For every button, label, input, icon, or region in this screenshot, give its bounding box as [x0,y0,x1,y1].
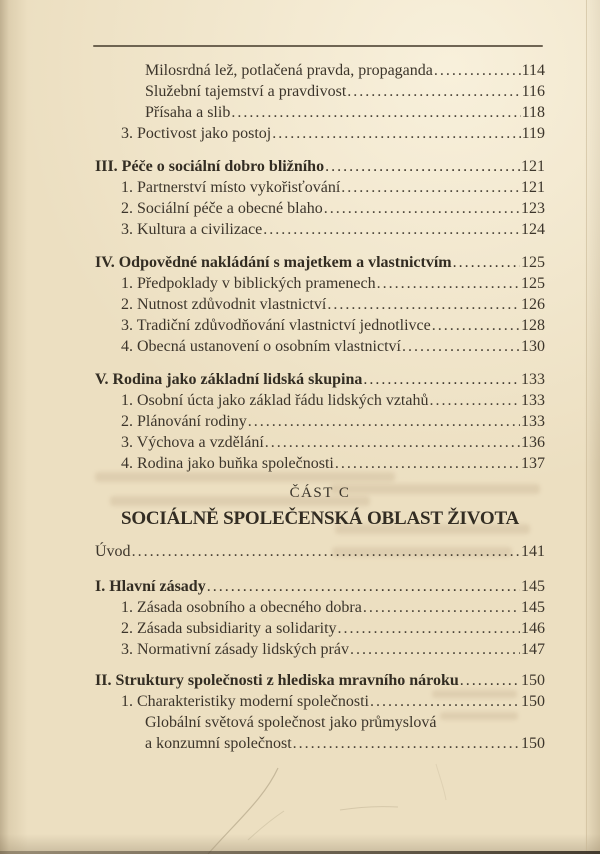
dot-leader [265,432,520,453]
toc-entry-page: 141 [521,543,545,560]
toc-entry-page: 118 [521,104,545,121]
toc-entry-page: 121 [521,158,545,175]
dot-leader [263,219,520,240]
dot-leader [402,336,520,357]
toc-entry-title: Přísaha a slib [145,104,231,121]
toc-entry-page: 150 [521,693,545,710]
toc-entry-title: Služební tajemství a pravdivost [145,83,347,100]
toc-entry [95,294,545,315]
dot-leader [453,252,520,273]
toc-entry [95,541,545,562]
toc-group [95,252,545,357]
dot-leader [350,639,520,660]
part-kicker: ČÁST C [289,485,351,501]
toc-entry-title: Úvod [95,543,131,560]
toc-entry [95,639,545,660]
dot-leader [429,390,520,411]
dot-leader [335,453,520,474]
dot-leader [341,177,520,198]
toc-group [95,541,545,562]
dot-leader [272,123,520,144]
dot-leader [370,691,520,712]
toc-entry-title: a konzumní společnost [145,735,292,752]
toc-entry-page: 133 [521,371,545,388]
dot-leader [363,597,520,618]
toc-entry-page: 150 [521,735,545,752]
toc-entry [95,597,545,618]
toc-entry-page: 121 [521,179,545,196]
toc-entry-title: 1. Zásada osobního a obecného dobra [121,599,362,616]
toc-entry-title: 2. Zásada subsidiarity a solidarity [121,620,337,637]
toc-entry [95,315,545,336]
toc-entry-title: II. Struktury společnosti z hlediska mravního nároku [95,672,459,689]
part-title: SOCIÁLNĚ SPOLEČENSKÁ OBLAST ŽIVOTA [120,508,520,529]
dot-leader [231,102,520,123]
toc-entry [95,691,545,712]
toc-entry-page: 133 [521,413,545,430]
toc-entry [95,177,545,198]
toc-entry-page: 119 [521,125,545,142]
toc-section-heading [95,252,545,273]
dot-leader [434,60,521,81]
dot-leader [432,315,520,336]
toc-entry-title: Globální světová společnost jako průmyslová [145,714,437,731]
dot-leader [132,541,520,562]
dot-leader [347,81,520,102]
toc-entry [95,411,545,432]
toc-entry [95,273,545,294]
toc-entry-page: 136 [521,434,545,451]
toc-entry-page: 125 [521,254,545,271]
toc-group [95,576,545,660]
toc-group [95,156,545,240]
toc-entry-page: 150 [521,672,545,689]
toc-entry [95,733,545,754]
toc-entry-title: 3. Kultura a civilizace [121,221,263,238]
dot-leader [325,156,520,177]
toc-entry-page: 147 [521,641,545,658]
toc-entry [95,60,545,81]
toc-entry-title: I. Hlavní zásady [95,578,206,595]
dot-leader [338,618,520,639]
toc-entry-page: 124 [521,221,545,238]
toc-entry [95,453,545,474]
dot-leader [460,670,520,691]
toc-entry-page: 133 [521,392,545,409]
toc-section-heading [95,369,545,390]
part-heading [95,482,545,534]
toc-entry-title: V. Rodina jako základní lidská skupina [95,371,363,388]
toc-entry-title: 3. Poctivost jako postoj [121,125,272,142]
toc-group [95,369,545,474]
toc-entry [95,390,545,411]
toc-entry-page: 123 [521,200,545,217]
toc-entry [95,102,545,123]
toc-entry [95,219,545,240]
toc-entry-title: 2. Sociální péče a obecné blaho [121,200,323,217]
toc-entry-page: 145 [521,599,545,616]
toc-entry-title: 4. Obecná ustanovení o osobním vlastnictví [121,338,401,355]
toc-entry-title: 2. Nutnost zdůvodnit vlastnictví [121,296,327,313]
dot-leader [293,733,520,754]
toc-entry-title: 1. Charakteristiky moderní společnosti [121,693,369,710]
table-of-contents [95,60,545,754]
toc-section-heading [95,576,545,597]
toc-group [95,670,545,754]
toc-entry [95,432,545,453]
toc-entry-title: 1. Předpoklady v biblických pramenech [121,275,376,292]
dot-leader [248,411,520,432]
toc-entry [95,123,545,144]
dot-leader [207,576,520,597]
toc-entry-title: 3. Tradiční zdůvodňování vlastnictví jednotlivce [121,317,431,334]
toc-entry-page: 128 [521,317,545,334]
toc-entry-title: Milosrdná lež, potlačená pravda, propaganda [145,62,433,79]
toc-entry-page: 145 [521,578,545,595]
dot-leader [363,369,520,390]
toc-section-heading [95,156,545,177]
toc-entry-title: 3. Výchova a vzdělání [121,434,264,451]
toc-entry-title: 3. Normativní zásady lidských práv [121,641,349,658]
toc-entry-page: 137 [521,455,545,472]
toc-entry [95,81,545,102]
toc-entry-title: IV. Odpovědné nakládání s majetkem a vlastnictvím [95,254,452,271]
toc-entry-title: 4. Rodina jako buňka společnosti [121,455,334,472]
toc-entry-page: 114 [521,62,545,79]
dot-leader [327,294,520,315]
toc-entry [95,198,545,219]
toc-entry-page: 126 [521,296,545,313]
toc-entry-page: 146 [521,620,545,637]
toc-entry [95,712,545,733]
toc-entry-page: 116 [521,83,545,100]
toc-entry-page: 130 [521,338,545,355]
toc-entry-title: 1. Osobní úcta jako základ řádu lidských vztahů [121,392,429,409]
toc-entry-title: 1. Partnerství místo vykořisťování [121,179,341,196]
toc-entry-page: 125 [521,275,545,292]
dot-leader [324,198,520,219]
dot-leader [377,273,520,294]
header-rule [93,45,543,47]
toc-section-heading [95,670,545,691]
toc-entry-title: 2. Plánování rodiny [121,413,247,430]
toc-entry [95,618,545,639]
toc-group [95,60,545,144]
toc-entry-title: III. Péče o sociální dobro bližního [95,158,325,175]
page-crease [586,0,587,854]
toc-entry [95,336,545,357]
